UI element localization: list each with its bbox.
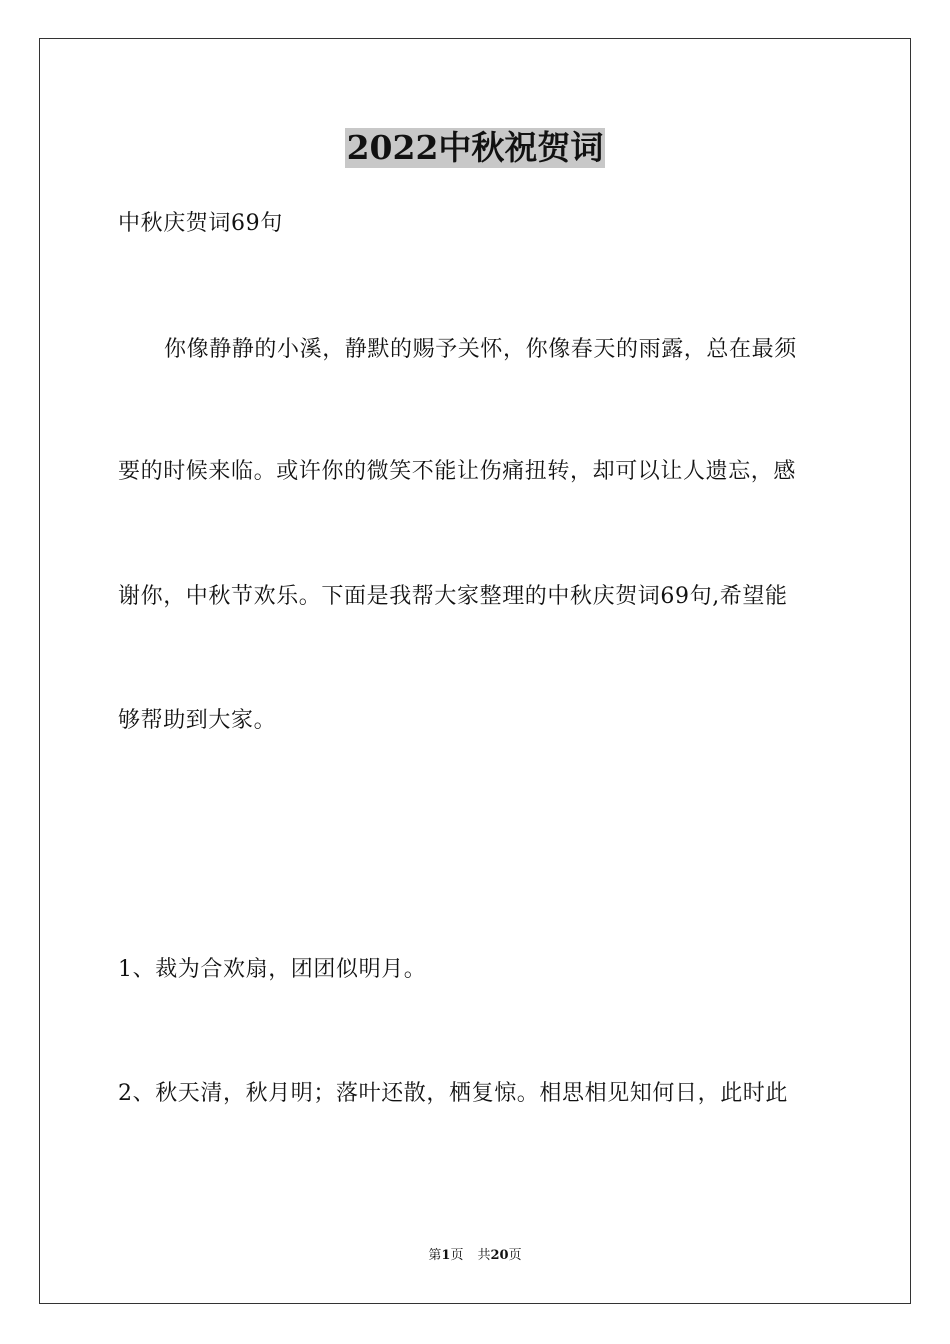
footer-total-suffix: 页 [508, 1248, 522, 1263]
title-container [0, 128, 950, 168]
footer-page-prefix: 第 [428, 1248, 442, 1263]
footer-total-prefix: 共 [477, 1248, 491, 1263]
intro-line-3: 谢你，中秋节欢乐。下面是我帮大家整理的中秋庆贺词69句,希望能 [118, 584, 788, 609]
page-footer [0, 1247, 950, 1265]
footer-page-suffix: 页 [450, 1248, 464, 1263]
footer-total-pages: 20 [490, 1248, 509, 1263]
document-title: 2022中秋祝贺词 [346, 128, 604, 167]
list-item-2: 2、秋天清，秋月明；落叶还散，栖复惊。相思相见知何日，此时此 [118, 1081, 788, 1106]
document-subtitle: 中秋庆贺词69句 [118, 211, 283, 236]
intro-line-2: 要的时候来临。或许你的微笑不能让伤痛扭转，却可以让人遗忘，感 [118, 459, 797, 484]
list-item-1: 1、裁为合欢扇，团团似明月。 [118, 957, 427, 982]
intro-line-1: 你像静静的小溪，静默的赐予关怀，你像春天的雨露，总在最须 [164, 337, 797, 362]
footer-page-number: 1 [441, 1248, 451, 1263]
intro-line-4: 够帮助到大家。 [118, 708, 277, 733]
